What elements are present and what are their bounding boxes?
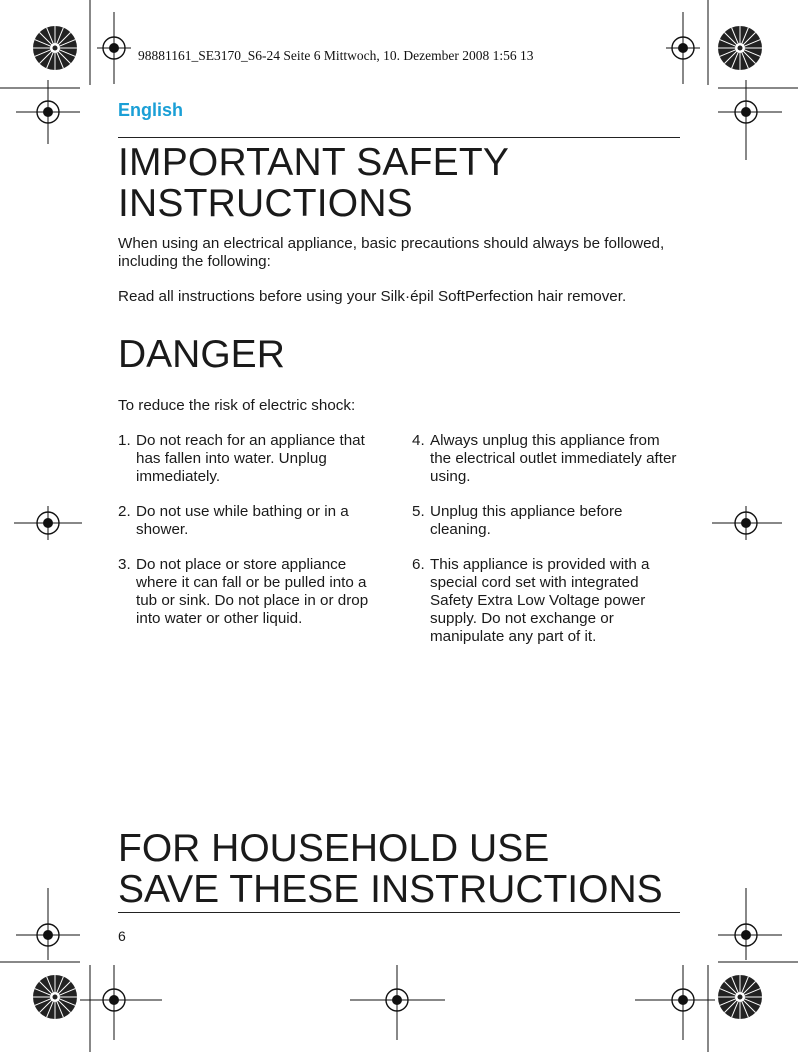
item-number: 6. — [412, 556, 425, 573]
item-text: Do not reach for an appliance that has fallen into water. Unplug immediately. — [136, 432, 365, 485]
list-item — [118, 556, 388, 628]
item-number: 1. — [118, 432, 131, 449]
item-number: 5. — [412, 503, 425, 520]
top-rule — [118, 137, 680, 138]
language-label: English — [118, 100, 184, 120]
item-text: This appliance is provided with a special cord set with integrated Safety Extra Low Voltage power supply. Do not exchange or manipulate any part of it. — [430, 556, 650, 645]
read-all-paragraph: Read all instructions before using your Silk·épil SoftPerfection hair remover. — [118, 288, 627, 305]
item-number: 2. — [118, 503, 131, 520]
print-slug: 98881161_SE3170_S6-24 Seite 6 Mittwoch, 10. Dezember 2008 1:56 13 — [138, 48, 534, 63]
page-title — [118, 142, 509, 224]
list-item — [118, 432, 388, 486]
footer-heading — [118, 828, 663, 910]
risk-intro: To reduce the risk of electric shock: — [118, 397, 356, 414]
item-text: Always unplug this appliance from the electrical outlet immediately after using. — [430, 432, 677, 485]
intro-paragraph: When using an electrical appliance, basic precautions should always be followed, including the following: — [118, 235, 665, 270]
title-line-1: IMPORTANT SAFETY — [118, 141, 510, 184]
item-number: 3. — [118, 556, 131, 573]
list-item — [412, 432, 682, 486]
list-item — [412, 503, 682, 539]
item-text: Do not use while bathing or in a shower. — [136, 503, 349, 538]
title-line-2: INSTRUCTIONS — [118, 182, 413, 225]
list-item — [412, 556, 682, 646]
danger-heading: DANGER — [118, 333, 285, 376]
footer-line-2: SAVE THESE INSTRUCTIONS — [118, 868, 663, 911]
footer-line-1: FOR HOUSEHOLD USE — [118, 827, 550, 870]
item-text: Unplug this appliance before cleaning. — [430, 503, 623, 538]
item-text: Do not place or store appliance where it can fall or be pulled into a tub or sink. Do not place in or drop into water or other liquid. — [136, 556, 369, 627]
instructions-left-column — [118, 432, 388, 645]
page-number: 6 — [118, 928, 126, 944]
list-item — [118, 503, 388, 539]
bottom-rule — [118, 912, 680, 913]
instructions-right-column — [412, 432, 682, 663]
item-number: 4. — [412, 432, 425, 449]
